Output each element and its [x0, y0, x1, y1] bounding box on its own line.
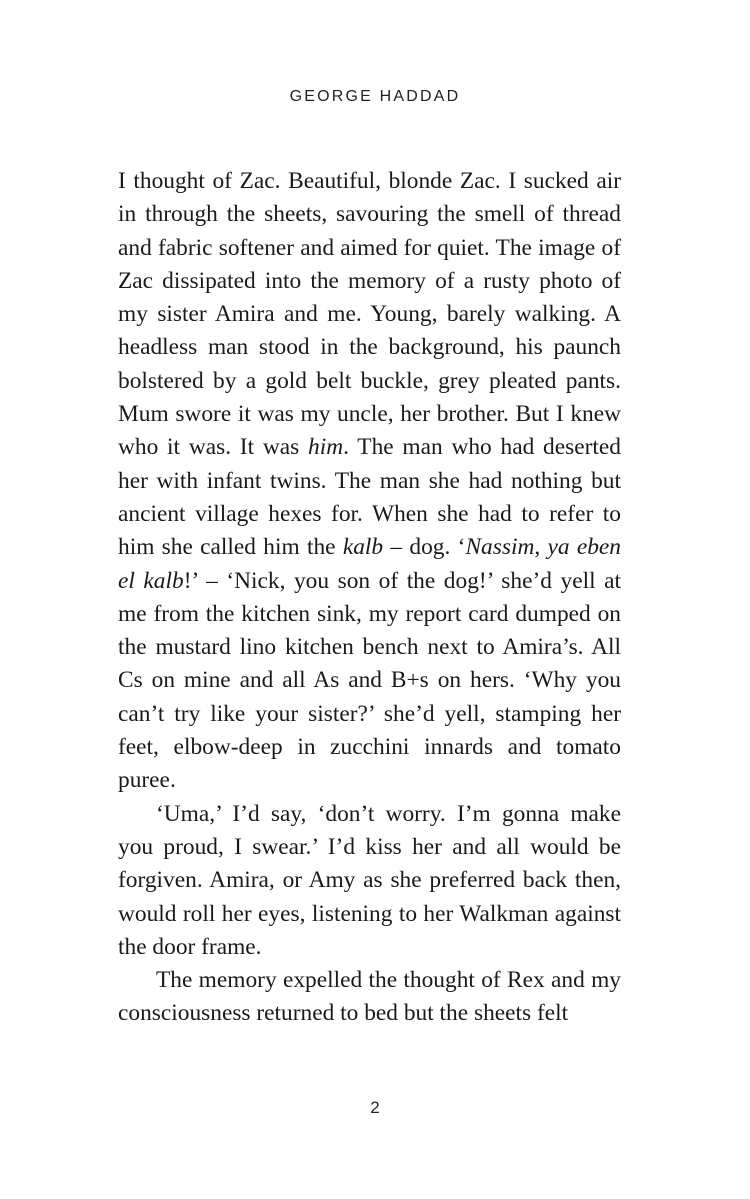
- paragraph-1: [118, 165, 621, 798]
- emphasis-him: him: [308, 434, 344, 461]
- paragraph-3: The memory expelled the thought of Rex and my consciousness returned to bed but the sheets felt: [118, 967, 621, 1027]
- paragraph-1-text-c: – dog. ‘: [383, 534, 466, 561]
- paragraph-2: ‘Uma,’ I’d say, ‘don’t worry. I’m gonna make you proud, I swear.’ I’d kiss her and all would be forgiven. Amira, or Amy as she preferred back then, would roll her eyes, listening to her Walkman against the door frame.: [118, 800, 621, 960]
- page-number: 2: [370, 1098, 380, 1117]
- emphasis-kalb: kalb: [342, 534, 384, 561]
- body-text: [118, 165, 621, 1031]
- paragraph-1-text-a: I thought of Zac. Beautiful, blonde Zac. I sucked air in through the sheets, savouring the smell of thread and fabric softener and aimed for quiet. The image of Zac dissipated into the memory of a rusty photo of my sister Amira and me. Young, barely walking. A headless man stood in the background, his paunch bolstered by a gold belt buckle, grey pleated pants. Mum swore it was my uncle, her brother. But I knew who it was. It was: [118, 168, 621, 461]
- paragraph-1-text-d: !’ – ‘Nick, you son of the dog!’ she’d yell at me from the kitchen sink, my report card dumped on the mustard lino kitchen bench next to Amira’s. All Cs on mine and all As and B+s on hers. ‘Why you can’t try like your sister?’ she’d yell, stamping her feet, elbow-deep in zucchini innards and tomato puree.: [118, 567, 621, 794]
- running-head: GEORGE HADDAD: [289, 88, 461, 105]
- emphasis-arabic-phrase: Nassim, ya eben el kalb: [118, 534, 621, 594]
- paragraph-1-text-b: . The man who had deserted her with infant twins. The man she had nothing but ancient village hexes for. When she had to refer to him she called him the: [118, 434, 621, 561]
